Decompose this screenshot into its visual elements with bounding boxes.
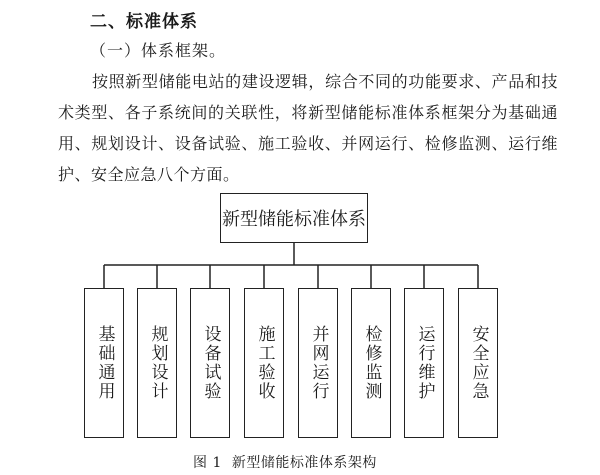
subsection-heading: （一）体系框架。 (90, 41, 227, 60)
child-node-label: 并网运行 (308, 325, 329, 401)
child-node-box (190, 288, 230, 438)
body-paragraph: 按照新型储能电站的建设逻辑，综合不同的功能要求、产品和技术类型、各子系统间的关联性，将新型储能标准体系框架分为基础通用、规划设计、设备试验、施工验收、并网运行、检修监测、运行维护、安全应急八个方面。 (58, 72, 558, 184)
root-node-box (220, 193, 368, 243)
child-node-label: 安全应急 (468, 325, 489, 401)
child-node-label: 施工验收 (254, 325, 275, 401)
figure-caption (193, 452, 377, 472)
child-node-box (351, 288, 391, 438)
child-node-box (84, 288, 124, 438)
figure-number: 图 1 (193, 455, 222, 471)
child-node-box (298, 288, 338, 438)
child-node-box (458, 288, 498, 438)
child-node-label: 设备试验 (200, 325, 221, 401)
section-heading: 二、标准体系 (90, 12, 198, 32)
child-node-label: 规划设计 (147, 325, 168, 401)
child-node-box (404, 288, 444, 438)
child-node-box (244, 288, 284, 438)
child-node-label: 基础通用 (94, 325, 115, 401)
child-node-label: 运行维护 (414, 325, 435, 401)
child-node-box (137, 288, 177, 438)
root-node-label: 新型储能标准体系 (222, 209, 366, 230)
child-node-label: 检修监测 (361, 325, 382, 401)
figure-title: 新型储能标准体系架构 (231, 455, 377, 471)
